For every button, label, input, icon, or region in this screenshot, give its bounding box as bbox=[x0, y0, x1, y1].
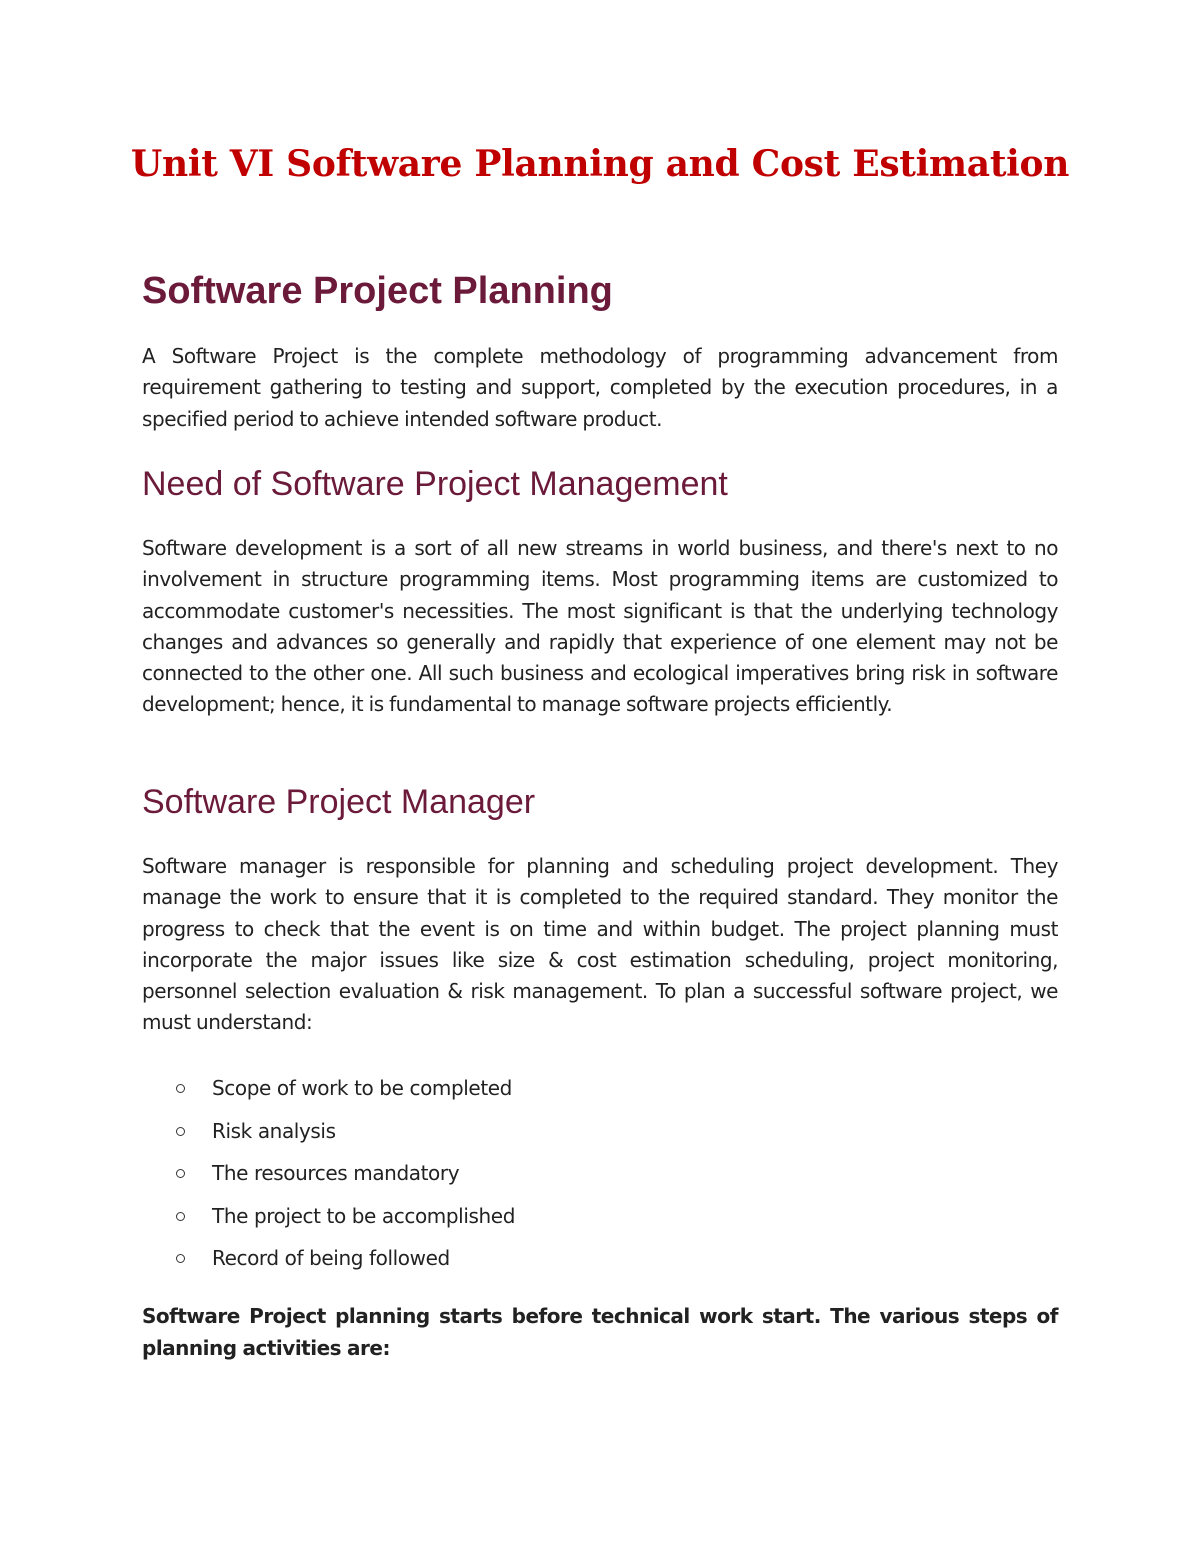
list-item-text: Record of being followed bbox=[212, 1246, 450, 1271]
section-paragraph-need-of-management: Software development is a sort of all new streams in world business, and there's next to no involvement in structure programming items. Most programming items are customized to accommodate customer's necessities. The most significant is that the underlying technology changes and advances so generally and rapidly that experience of one element may not be connected to the other one. All such business and ecological imperatives bring risk in software development; hence, it is fundamental to manage software projects efficiently. bbox=[142, 536, 1058, 717]
circle-bullet-icon bbox=[176, 1127, 185, 1136]
section-heading-project-planning: Software Project Planning bbox=[142, 270, 613, 312]
section-paragraph-project-planning: A Software Project is the complete methodology of programming advancement from requirement gathering to testing and support, completed by the execution procedures, in a specified period to achieve intended software product. bbox=[142, 344, 1058, 431]
circle-bullet-icon bbox=[176, 1254, 185, 1263]
list-item-text: Scope of work to be completed bbox=[212, 1076, 512, 1100]
closing-statement: Software Project planning starts before technical work start. The various steps of planning activities are: bbox=[142, 1304, 1058, 1360]
section-heading-need-of-management: Need of Software Project Management bbox=[142, 465, 728, 503]
circle-bullet-icon bbox=[176, 1084, 185, 1093]
list-item-text: Risk analysis bbox=[212, 1118, 336, 1143]
document-title: Unit VI Software Planning and Cost Estimation bbox=[130, 143, 1070, 185]
section-heading-project-manager: Software Project Manager bbox=[142, 783, 536, 821]
section-paragraph-project-manager: Software manager is responsible for planning and scheduling project development. They manage the work to ensure that it is completed to the required standard. They monitor the progress to check that the event is on time and within budget. The project planning must incorporate the major issues like size & cost estimation scheduling, project monitoring, personnel selection evaluation & risk management. To plan a successful software project, we must understand: bbox=[142, 854, 1058, 1035]
list-item-text: The project to be accomplished bbox=[212, 1203, 515, 1228]
circle-bullet-icon bbox=[176, 1169, 185, 1178]
circle-bullet-icon bbox=[176, 1212, 185, 1221]
list-item-text: The resources mandatory bbox=[212, 1161, 460, 1186]
